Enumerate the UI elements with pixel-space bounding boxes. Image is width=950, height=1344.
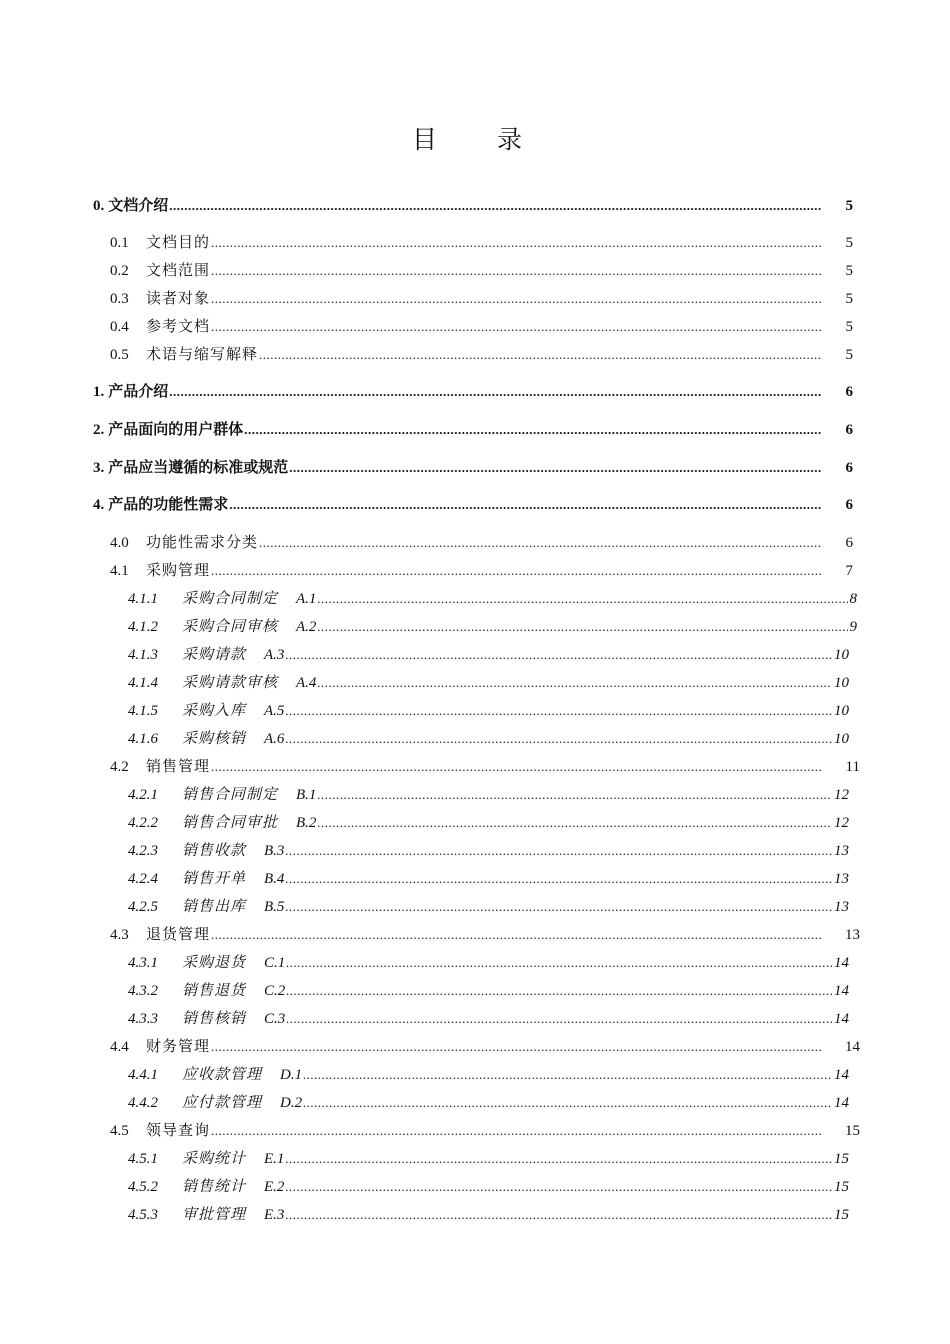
toc-entry-code: A.2 <box>296 619 317 635</box>
toc-entry-code: A.6 <box>264 731 285 747</box>
toc-entry-code: D.1 <box>280 1067 303 1083</box>
dot-leader <box>211 1123 822 1139</box>
toc-entry-title: 销售管理 <box>146 759 211 775</box>
toc-entry-page-number: 6 <box>845 535 853 551</box>
dot-leader <box>211 235 821 251</box>
toc-entry-page-number: 6 <box>845 497 853 513</box>
dot-leader <box>285 1179 832 1195</box>
toc-entry-page-number: 5 <box>845 235 853 251</box>
toc-entry-title: 采购核销 <box>182 731 247 747</box>
toc-entry-page-number: 13 <box>834 899 849 915</box>
dot-leader <box>211 927 822 943</box>
dot-leader <box>285 647 832 663</box>
toc-entry-number: 4.1.2 <box>128 619 158 635</box>
dot-leader <box>211 319 821 335</box>
toc-entry[interactable] <box>110 1035 860 1057</box>
toc-entry-number: 4.4.1 <box>128 1067 158 1083</box>
toc-entry-title: 文档介绍 <box>108 198 169 214</box>
toc-entry[interactable] <box>128 1147 849 1169</box>
dot-leader <box>259 535 821 551</box>
dot-leader <box>211 291 821 307</box>
toc-entry-title: 采购管理 <box>146 563 211 579</box>
toc-entry[interactable] <box>110 315 853 337</box>
toc-entry-number: 4.2.4 <box>128 871 158 887</box>
dot-leader <box>317 619 847 635</box>
toc-entry[interactable] <box>128 1007 849 1029</box>
toc-entry-title: 产品的功能性需求 <box>108 497 229 513</box>
toc-entry-page-number: 14 <box>834 983 849 999</box>
toc-entry-page-number: 5 <box>845 291 853 307</box>
toc-entry-code: C.2 <box>264 983 286 999</box>
toc-entry-page-number: 7 <box>845 563 853 579</box>
toc-entry-number: 0.3 <box>110 291 129 307</box>
dot-leader <box>289 460 821 476</box>
toc-entry[interactable] <box>110 755 860 777</box>
toc-entry-title: 销售收款 <box>182 843 247 859</box>
toc-entry-number: 4.1.6 <box>128 731 158 747</box>
toc-entry-number: 0.1 <box>110 235 129 251</box>
toc-entry-code: A.3 <box>264 647 285 663</box>
toc-entry-title: 销售合同审批 <box>182 815 279 831</box>
dot-leader <box>211 1039 822 1055</box>
dot-leader <box>317 787 832 803</box>
toc-entry-title: 销售出库 <box>182 899 247 915</box>
dot-leader <box>317 815 832 831</box>
toc-entry[interactable] <box>110 287 853 309</box>
dot-leader <box>285 899 832 915</box>
toc-entry-title: 销售退货 <box>182 983 247 999</box>
toc-entry[interactable] <box>128 839 849 861</box>
toc-entry-title: 采购合同审核 <box>182 619 279 635</box>
toc-entry[interactable] <box>110 1119 860 1141</box>
toc-entry-title: 参考文档 <box>146 319 211 335</box>
toc-entry-number: 4.5.1 <box>128 1151 158 1167</box>
dot-leader <box>286 955 832 971</box>
toc-entry-number: 4.2 <box>110 759 129 775</box>
toc-entry-page-number: 6 <box>845 460 853 476</box>
toc-entry-code: C.3 <box>264 1011 286 1027</box>
toc-entry-number: 4.2.1 <box>128 787 158 803</box>
toc-entry[interactable] <box>128 811 849 833</box>
toc-entry-number: 4.2.5 <box>128 899 158 915</box>
toc-entry[interactable] <box>93 493 853 515</box>
toc-entry-page-number: 15 <box>834 1179 849 1195</box>
toc-entry-number: 4.1.3 <box>128 647 158 663</box>
dot-leader <box>229 497 821 513</box>
dot-leader <box>169 198 821 214</box>
toc-entry-title: 领导查询 <box>146 1123 211 1139</box>
toc-entry-number: 4.1.4 <box>128 675 158 691</box>
toc-entry-title: 销售统计 <box>182 1179 247 1195</box>
toc-entry-code: A.5 <box>264 703 285 719</box>
dot-leader <box>211 263 821 279</box>
toc-entry[interactable] <box>93 418 853 440</box>
toc-entry[interactable] <box>128 615 857 637</box>
toc-entry-title: 采购请款审核 <box>182 675 279 691</box>
toc-entry-page-number: 10 <box>834 675 849 691</box>
toc-entry[interactable] <box>93 380 853 402</box>
dot-leader <box>303 1095 832 1111</box>
toc-entry-number: 1. <box>93 384 105 400</box>
toc-entry[interactable] <box>110 259 853 281</box>
dot-leader <box>286 983 832 999</box>
toc-entry[interactable] <box>93 456 853 478</box>
toc-entry-page-number: 5 <box>845 319 853 335</box>
toc-entry-number: 4.2.2 <box>128 815 158 831</box>
toc-entry-title: 产品介绍 <box>108 384 169 400</box>
toc-entry[interactable] <box>128 783 849 805</box>
toc-entry-number: 2. <box>93 422 105 438</box>
toc-entry-title: 销售核销 <box>182 1011 247 1027</box>
toc-entry-number: 4.1.1 <box>128 591 158 607</box>
toc-entry-number: 0.4 <box>110 319 129 335</box>
toc-entry[interactable] <box>110 343 853 365</box>
toc-entry-title: 产品应当遵循的标准或规范 <box>108 460 289 476</box>
toc-entry-page-number: 6 <box>845 422 853 438</box>
toc-entry-number: 4.5.2 <box>128 1179 158 1195</box>
toc-entry[interactable] <box>128 1175 849 1197</box>
toc-entry-page-number: 14 <box>834 1095 849 1111</box>
toc-entry-number: 4.3.2 <box>128 983 158 999</box>
toc-entry-number: 4.5.3 <box>128 1207 158 1223</box>
dot-leader <box>285 843 832 859</box>
toc-entry-page-number: 14 <box>834 955 849 971</box>
toc-entry[interactable] <box>128 867 849 889</box>
dot-leader <box>211 759 822 775</box>
toc-entry-code: A.1 <box>296 591 317 607</box>
toc-entry-title: 销售开单 <box>182 871 247 887</box>
toc-entry-page-number: 14 <box>834 1011 849 1027</box>
toc-entry-number: 4.3.3 <box>128 1011 158 1027</box>
toc-entry[interactable] <box>110 923 860 945</box>
toc-entry-code: E.2 <box>264 1179 285 1195</box>
toc-entry-code: B.1 <box>296 787 317 803</box>
toc-entry-page-number: 13 <box>834 843 849 859</box>
toc-entry[interactable] <box>128 1063 849 1085</box>
dot-leader <box>317 591 847 607</box>
dot-leader <box>259 347 821 363</box>
toc-entry-title: 采购退货 <box>182 955 247 971</box>
toc-entry-number: 4.3 <box>110 927 129 943</box>
toc-entry-code: B.3 <box>264 843 285 859</box>
toc-entry-code: B.4 <box>264 871 285 887</box>
toc-entry-page-number: 13 <box>845 927 860 943</box>
toc-entry-page-number: 13 <box>834 871 849 887</box>
toc-entry[interactable] <box>128 951 849 973</box>
toc-entry-title: 采购入库 <box>182 703 247 719</box>
toc-entry[interactable] <box>128 699 849 721</box>
toc-entry-title: 审批管理 <box>182 1207 247 1223</box>
toc-entry-page-number: 5 <box>845 263 853 279</box>
toc-entry-page-number: 15 <box>845 1123 860 1139</box>
toc-entry-number: 4.4.2 <box>128 1095 158 1111</box>
toc-entry[interactable] <box>110 559 853 581</box>
toc-entry-code: B.2 <box>296 815 317 831</box>
dot-leader <box>285 871 832 887</box>
toc-entry[interactable] <box>128 895 849 917</box>
toc-entry-code: E.1 <box>264 1151 285 1167</box>
toc-entry-title: 功能性需求分类 <box>146 535 259 551</box>
toc-entry-number: 4.1.5 <box>128 703 158 719</box>
toc-entry-title: 文档范围 <box>146 263 211 279</box>
toc-entry-number: 4.4 <box>110 1039 129 1055</box>
toc-entry-page-number: 12 <box>834 787 849 803</box>
toc-entry-title: 财务管理 <box>146 1039 211 1055</box>
toc-entry-page-number: 14 <box>845 1039 860 1055</box>
toc-entry-number: 0. <box>93 198 105 214</box>
toc-entry-page-number: 10 <box>834 647 849 663</box>
toc-entry-number: 4.2.3 <box>128 843 158 859</box>
toc-entry-number: 4.1 <box>110 563 129 579</box>
toc-entry-number: 4. <box>93 497 105 513</box>
dot-leader <box>285 731 832 747</box>
dot-leader <box>286 1011 832 1027</box>
toc-entry[interactable] <box>128 979 849 1001</box>
toc-entry-title: 退货管理 <box>146 927 211 943</box>
dot-leader <box>169 384 821 400</box>
toc-entry-number: 4.5 <box>110 1123 129 1139</box>
toc-entry-code: C.1 <box>264 955 286 971</box>
toc-entry-number: 0.2 <box>110 263 129 279</box>
toc-entry-page-number: 5 <box>845 347 853 363</box>
dot-leader <box>317 675 832 691</box>
dot-leader <box>285 1207 832 1223</box>
toc-entry-page-number: 14 <box>834 1067 849 1083</box>
toc-entry-number: 3. <box>93 460 105 476</box>
toc-entry-title: 采购合同制定 <box>182 591 279 607</box>
toc-entry[interactable] <box>128 727 849 749</box>
toc-entry-code: B.5 <box>264 899 285 915</box>
dot-leader <box>303 1067 832 1083</box>
toc-entry-page-number: 5 <box>845 198 853 214</box>
dot-leader <box>244 422 821 438</box>
toc-entry-title: 销售合同制定 <box>182 787 279 803</box>
toc-entry-title: 文档目的 <box>146 235 211 251</box>
dot-leader <box>211 563 821 579</box>
dot-leader <box>285 703 832 719</box>
toc-entry-page-number: 8 <box>849 591 857 607</box>
toc-entry[interactable] <box>128 643 849 665</box>
dot-leader <box>285 1151 832 1167</box>
page-title: 目 录 <box>412 125 548 154</box>
toc-entry[interactable] <box>128 1091 849 1113</box>
toc-entry-title: 采购统计 <box>182 1151 247 1167</box>
toc-entry-code: A.4 <box>296 675 317 691</box>
toc-entry-page-number: 15 <box>834 1207 849 1223</box>
toc-entry-number: 4.0 <box>110 535 129 551</box>
toc-entry[interactable] <box>128 587 857 609</box>
toc-entry-title: 采购请款 <box>182 647 247 663</box>
toc-entry[interactable] <box>128 671 849 693</box>
toc-entry-page-number: 9 <box>849 619 857 635</box>
toc-entry-page-number: 10 <box>834 731 849 747</box>
toc-entry-title: 应付款管理 <box>182 1095 263 1111</box>
toc-entry-page-number: 12 <box>834 815 849 831</box>
toc-entry[interactable] <box>110 231 853 253</box>
toc-entry-page-number: 11 <box>845 759 860 775</box>
toc-entry[interactable] <box>128 1203 849 1225</box>
toc-entry-number: 0.5 <box>110 347 129 363</box>
toc-entry-title: 应收款管理 <box>182 1067 263 1083</box>
toc-entry-number: 4.3.1 <box>128 955 158 971</box>
toc-entry[interactable] <box>110 531 853 553</box>
toc-entry-page-number: 15 <box>834 1151 849 1167</box>
toc-entry-code: E.3 <box>264 1207 285 1223</box>
toc-entry-page-number: 6 <box>845 384 853 400</box>
toc-entry-page-number: 10 <box>834 703 849 719</box>
toc-entry-title: 产品面向的用户群体 <box>108 422 244 438</box>
toc-entry[interactable] <box>93 194 853 216</box>
toc-entry-title: 读者对象 <box>146 291 211 307</box>
toc-entry-code: D.2 <box>280 1095 303 1111</box>
toc-entry-title: 术语与缩写解释 <box>146 347 259 363</box>
